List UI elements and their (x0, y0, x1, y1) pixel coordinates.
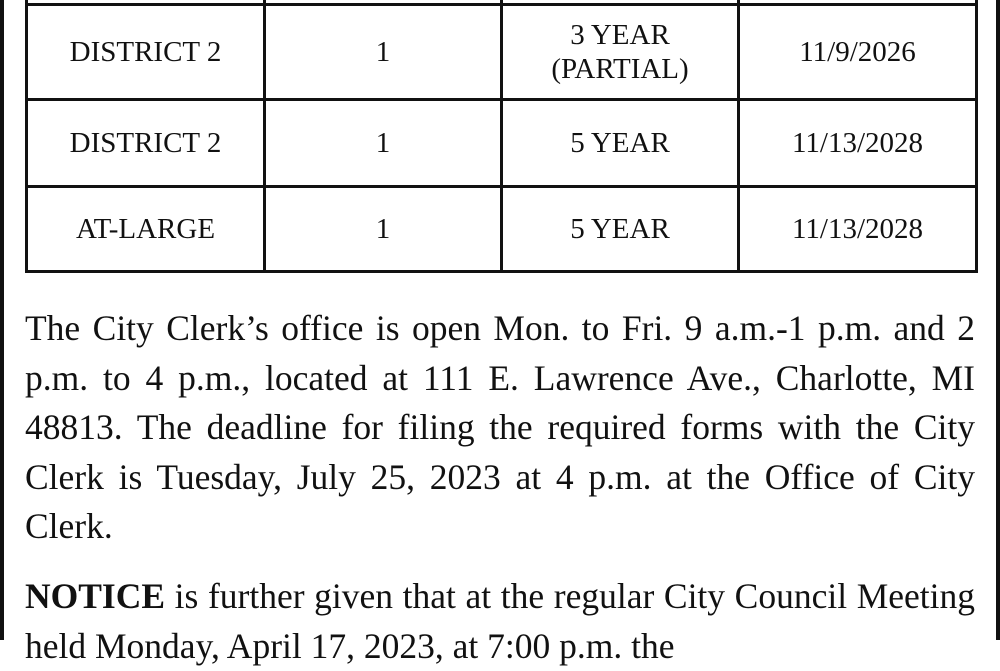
notice-border-left (0, 0, 4, 640)
district-cell: DISTRICT 2 (27, 100, 265, 187)
term-line-2: (PARTIAL) (551, 53, 689, 85)
expires-cell: 11/9/2026 (739, 5, 977, 100)
term-cell: 5 YEAR (502, 187, 739, 272)
term-cell (502, 5, 739, 100)
notice-border-right (996, 0, 1000, 640)
clerk-office-paragraph: The City Clerk’s office is open Mon. to Fri. 9 a.m.-1 p.m. and 2 p.m. to 4 p.m., located at 111 E. Lawrence Ave., Charlotte, MI 48813. The deadline for filing the required forms with the City Clerk is Tuesday, July 25, 2023 at 4 p.m. at the Office of City Clerk. (25, 308, 975, 546)
seats-cell: 1 (265, 5, 502, 100)
table-row (27, 100, 977, 187)
expires-cell: 11/13/2028 (739, 100, 977, 187)
seats-cell: 1 (265, 100, 502, 187)
district-cell: DISTRICT 2 (27, 5, 265, 100)
table-row (27, 5, 977, 100)
term-cell: 5 YEAR (502, 100, 739, 187)
notice-lead-word: NOTICE (25, 576, 166, 616)
seats-cell: 1 (265, 187, 502, 272)
notice-paragraph (25, 572, 975, 671)
expires-cell: 11/13/2028 (739, 187, 977, 272)
offices-table-container (25, 0, 975, 273)
offices-table (25, 0, 978, 273)
district-cell: AT-LARGE (27, 187, 265, 272)
table-row (27, 187, 977, 272)
term-line-1: 3 YEAR (570, 19, 670, 51)
notice-paragraph-text: is further given that at the regular City Council Meeting held Monday, April 17, 2023, at 7:00 p.m. the (25, 576, 975, 666)
